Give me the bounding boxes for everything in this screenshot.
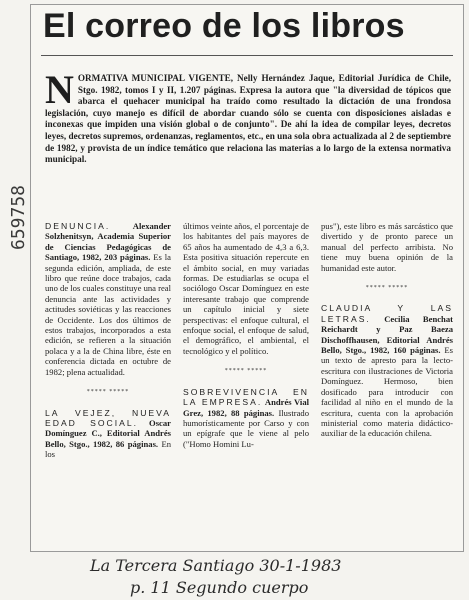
handwritten-side-number: 659758 (8, 184, 29, 250)
section-separator: ***** ***** (365, 285, 409, 292)
review-bib-sobrevivencia: Andrés Vial Grez, 1982, 88 páginas. (183, 397, 309, 418)
review-text-denuncia: Es la segunda edición, ampliada, de este libro que reúne doce trabajos, cada uno de los cuales constituye una real denuncia ante las actividades y actitudes soviéticas y las reacciones de Occidente. Los dos últimos de estos trabajos, incorporados a esta edición, se refieren a la situación polaca y a la de China libre, éste en conferencia dictada en octubre de 1982; plena actualidad. (45, 252, 172, 377)
review-text-sobrevivencia-cont: pus"), este libro es más sarcástico que divertido y de pronto parece un manual del perfecto arribista. No tiene muy buena opinión de la humanidad este autor. (321, 221, 453, 273)
review-text-vejez-cont: últimos veinte años, el porcentaje de los habitantes del país mayores de 65 años ha aumentado de 4,3 a 6,3. Esta positiva situación repercute en el ámbito social, en muy variadas formas. De estudiarlas se ocupa el sociólogo Oscar Domínguez en este interesante trabajo que comprende un capítulo inicial y siete perspectivas: el enfoque cultural, el enfoque social, el enfoque de salud, el demográfico, el ambiental, el tecnológico y el político. (183, 221, 309, 356)
review-title-vejez: LA VEJEZ, NUEVA EDAD SOCIAL. (45, 407, 171, 428)
review-title-sobrevivencia: SOBREVIVENCIA EN LA EMPRESA. (183, 386, 309, 408)
drop-cap: N (45, 67, 74, 112)
review-title-claudia: CLAUDIA Y LAS LETRAS. (321, 303, 453, 324)
section-separator: ***** ***** (86, 389, 130, 396)
review-bib-claudia: Cecilia Benchat Reichardt y Paz Baeza Dischoffhausen, Editorial Andrés Bello, Stgo., 1982, 160 páginas. (321, 313, 453, 356)
newspaper-clipping (30, 4, 464, 552)
column-1 (45, 221, 171, 460)
review-text-vejez: En los (45, 438, 172, 460)
intro-text: ORMATIVA MUNICIPAL VIGENTE, Nelly Hernández Jaque, Editorial Jurídica de Chile, Stgo. 1982, tomos I y II, 1.207 páginas. Expresa la autora que "la diversidad de tópicos que abarca el quehacer municipal ha traído como resultado la dictación de una frondosa legislación, cuyo manejo es difícil de abordar cuando sólo se cuenta con disposiciones aisladas e inconexas que impiden una visión global o de conjunto". De ahí la idea de compilar leyes, decretos leyes, decretos supremos, ordenanzas, reglamentos, etc., en una sola obra actualizada al 2 de septiembre de 1982, y provista de un índice temático que relaciona las materias a lo largo de la extensa normativa municipal. (45, 73, 451, 165)
review-text-sobrevivencia: Ilustrado humorísticamente por Carso y con un epígrafe que le viene al pelo ("Homo Homini Lu- (183, 407, 309, 449)
intro-paragraph (45, 67, 451, 166)
column-2 (183, 221, 309, 449)
column-3 (321, 221, 453, 439)
headline-rule (41, 55, 453, 56)
section-separator: ***** ***** (224, 368, 268, 375)
headline: El correo de los libros (43, 7, 405, 45)
review-bib-denuncia: Alexander Solzhenitsyn, Academia Superior de Ciencias Pedagógicas de Santiago, 1982, 203 páginas. (45, 221, 171, 263)
review-text-claudia: Es un texto de apresto para la lecto-escritura con ilustraciones de Victoria Domínguez. Hermoso, bien dosificado para introducir con facilidad al niño en el mundo de la escritura, cuenta con la aprobación ministerial como materia didáctico-auxiliar de la educación chilena. (321, 345, 454, 439)
review-bib-vejez: Oscar Domínguez C., Editorial Andrés Bello, Stgo., 1982, 86 páginas. (45, 417, 171, 449)
review-title-denuncia: DENUNCIA. (45, 221, 111, 231)
handwritten-page-line: p. 11 Segundo cuerpo (130, 578, 309, 597)
handwritten-source-line: La Tercera Santiago 30-1-1983 (90, 556, 342, 575)
